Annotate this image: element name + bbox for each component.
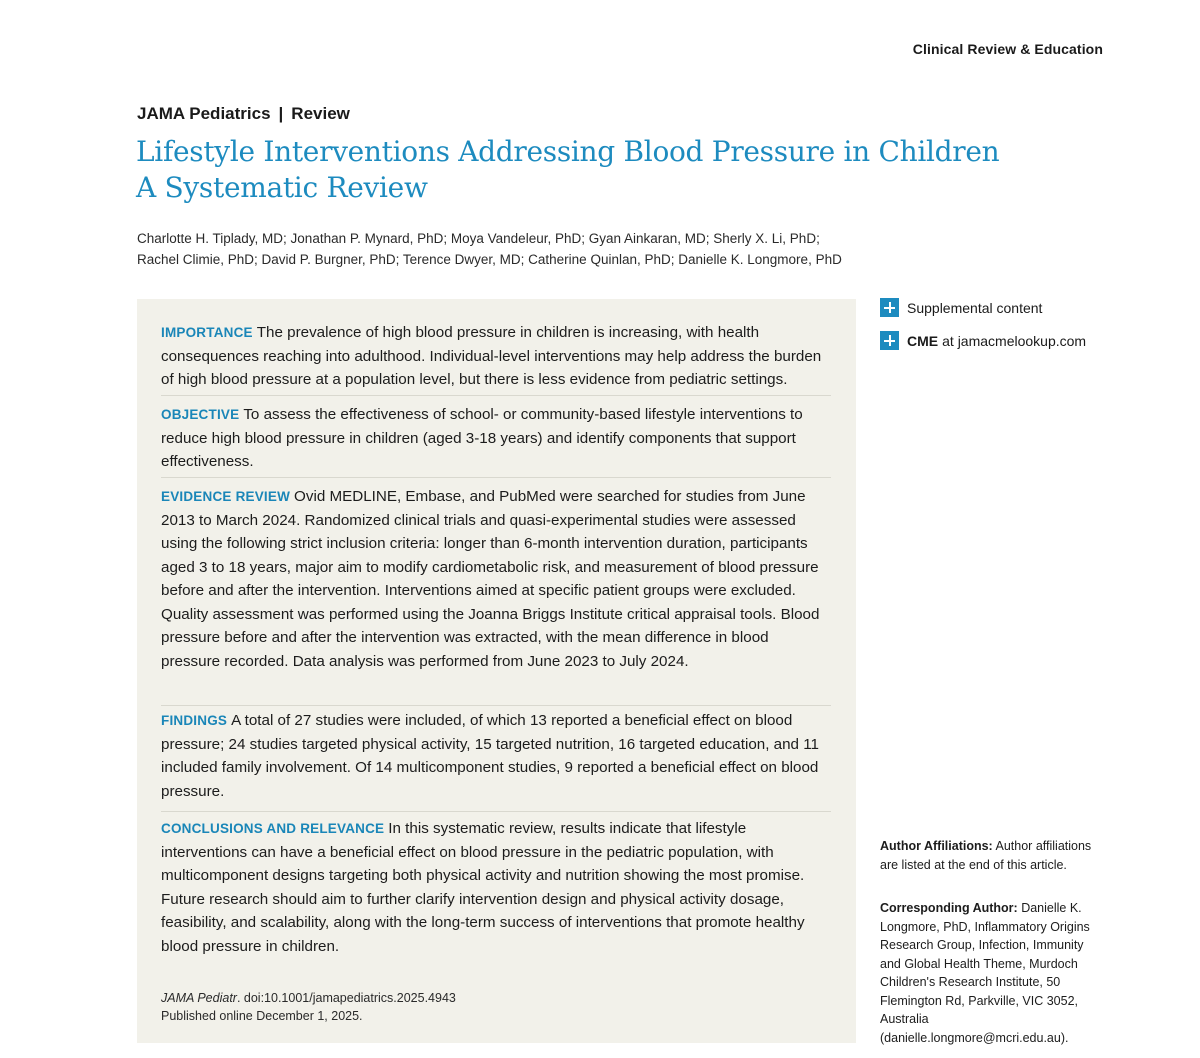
abstract-evidence-review <box>161 485 831 673</box>
evidence-review-text: Ovid MEDLINE, Embase, and PubMed were searched for studies from June 2013 to March 2024. Randomized clinical trials and quasi-experimental studies were assessed using the following strict inclusion criteria: longer than 6-month intervention duration, participants aged 3 to 18 years, major aim to modify cardiometabolic risk, and measurement of blood pressure before and after the intervention. Interventions aimed at specific patient groups were excluded. Quality assessment was performed using the Joanna Briggs Institute critical appraisal tools. Blood pressure before and after the intervention was extracted, with the mean difference in blood pressure recorded. Data analysis was performed from June 2023 to July 2024. <box>161 488 820 670</box>
abstract-conclusions <box>161 817 831 958</box>
corresponding-label: Corresponding Author: <box>880 901 1018 915</box>
conclusions-heading: CONCLUSIONS AND RELEVANCE <box>161 821 385 836</box>
abstract-findings <box>161 709 831 803</box>
title-main: Lifestyle Interventions Addressing Blood Pressure in Children <box>136 135 1000 168</box>
affiliations-text: Author affiliations are listed at the end of this article. <box>880 839 1092 872</box>
authors-line-2: Rachel Climie, PhD; David P. Burgner, PhD; Terence Dwyer, MD; Catherine Quinlan, PhD; Danielle K. Longmore, PhD <box>137 252 842 267</box>
citation-published: Published online December 1, 2025. <box>161 1009 363 1023</box>
citation-journal: JAMA Pediatr <box>161 991 237 1005</box>
author-list <box>137 228 897 270</box>
abstract-divider <box>161 705 831 706</box>
supplemental-content-link[interactable] <box>880 298 1042 317</box>
abstract-divider <box>161 811 831 812</box>
importance-heading: IMPORTANCE <box>161 325 253 340</box>
evidence-review-heading: EVIDENCE REVIEW <box>161 489 291 504</box>
importance-text: The prevalence of high blood pressure in children is increasing, with health consequences reaching into adulthood. Individual-level interventions may help address the burden of high blood pressure at a population level, but there is less evidence from pediatric settings. <box>161 324 822 388</box>
cme-link[interactable] <box>880 331 1086 350</box>
corresponding-author <box>880 899 1105 1047</box>
author-affiliations <box>880 837 1105 874</box>
article-title <box>136 134 999 206</box>
cme-text: at jamacmelookup.com <box>942 332 1087 349</box>
plus-icon <box>880 331 899 350</box>
abstract-box <box>137 299 856 1043</box>
title-subtitle: A Systematic Review <box>136 171 428 204</box>
article-type: Review <box>291 104 350 123</box>
corresponding-text: Danielle K. Longmore, PhD, Inflammatory Origins Research Group, Infection, Immunity and Global Health Theme, Murdoch Children's Research Institute, 50 Flemington Rd, Parkville, VIC 3052, Australia (danielle.longmore@mcri.edu.au). <box>880 901 1090 1045</box>
cme-label: CME <box>907 332 939 349</box>
objective-text: To assess the effectiveness of school- or community-based lifestyle interventions to reduce high blood pressure in children (aged 3-18 years) and identify components that support effectiveness. <box>161 406 803 470</box>
supplemental-content-label: Supplemental content <box>907 299 1043 316</box>
section-header: Clinical Review & Education <box>912 41 1103 57</box>
plus-icon <box>880 298 899 317</box>
affiliations-label: Author Affiliations: <box>880 839 993 853</box>
findings-text: A total of 27 studies were included, of which 13 reported a beneficial effect on blood pressure; 24 studies targeted physical activity, 15 targeted nutrition, 16 targeted education, and 11 included family involvement. Of 14 multicomponent studies, 9 reported a beneficial effect on blood pressure. <box>161 712 819 800</box>
objective-heading: OBJECTIVE <box>161 407 240 422</box>
conclusions-text: In this systematic review, results indicate that lifestyle interventions can have a beneficial effect on blood pressure in the pediatric population, with multicomponent designs targeting both physical activity and nutrition showing the most promise. Future research should aim to further clarify intervention design and physical activity dosage, feasibility, and scalability, along with the long-term success of interventions that promote healthy blood pressure in children. <box>161 820 805 955</box>
citation <box>161 989 456 1025</box>
journal-line <box>137 104 350 124</box>
abstract-divider <box>161 477 831 478</box>
abstract-divider <box>161 395 831 396</box>
citation-doi: . doi:10.1001/jamapediatrics.2025.4943 <box>236 991 456 1005</box>
journal-name: JAMA Pediatrics <box>137 104 271 123</box>
findings-heading: FINDINGS <box>161 713 228 728</box>
abstract-objective <box>161 403 831 474</box>
abstract-importance <box>161 321 831 392</box>
authors-line-1: Charlotte H. Tiplady, MD; Jonathan P. Mynard, PhD; Moya Vandeleur, PhD; Gyan Ainkaran, MD; Sherly X. Li, PhD; <box>137 231 820 246</box>
journal-separator: | <box>278 104 284 123</box>
